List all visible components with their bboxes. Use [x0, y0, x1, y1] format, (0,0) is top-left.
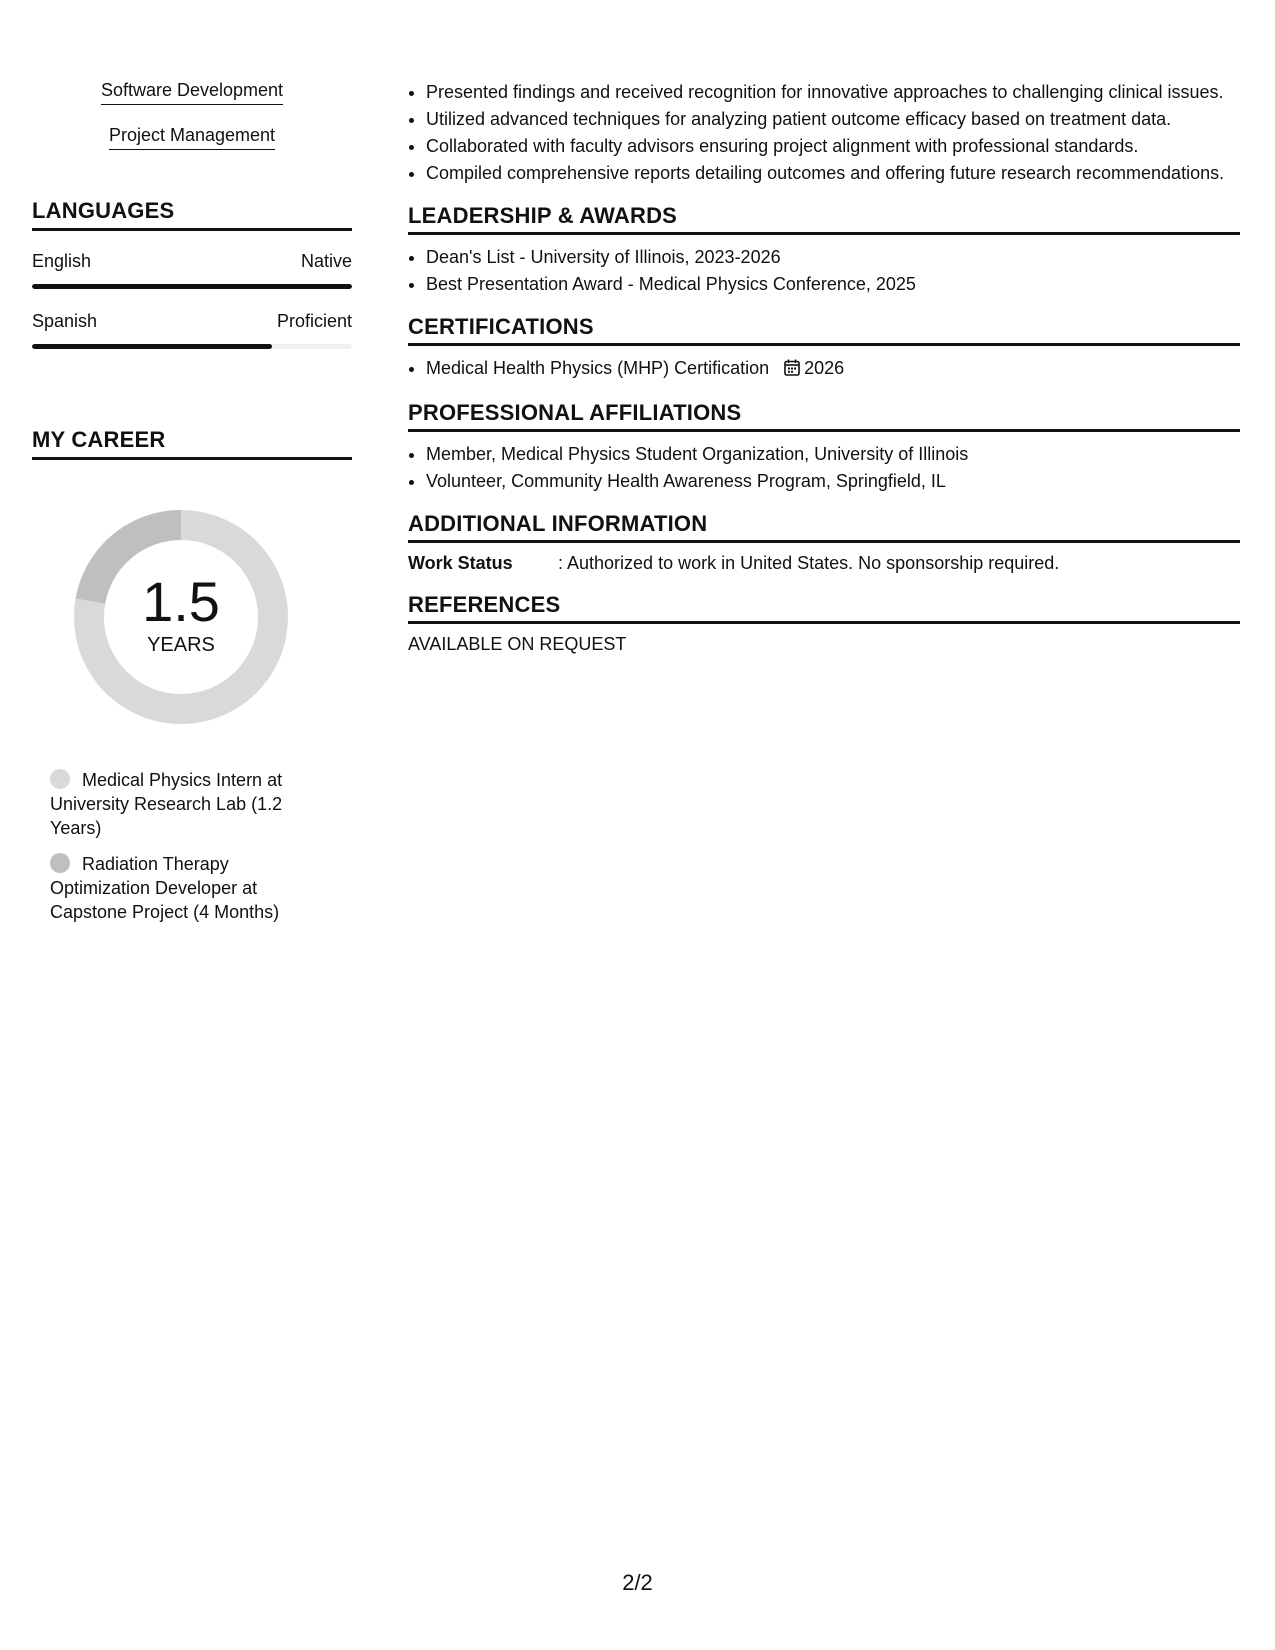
leadership-section: [408, 203, 1240, 296]
affiliation-item: • Volunteer, Community Health Awareness Program, Springfield, IL: [426, 469, 1240, 493]
language-bar-fill: [32, 344, 272, 349]
career-legend-item: [50, 768, 310, 840]
skill-project-management: Project Management: [109, 125, 275, 150]
references-text: AVAILABLE ON REQUEST: [408, 634, 627, 654]
certifications-section: [408, 314, 1240, 382]
experience-bullets: [408, 80, 1240, 185]
left-column: [32, 80, 352, 936]
skill-software-development: Software Development: [101, 80, 283, 105]
experience-bullet: • Presented findings and received recognition for innovative approaches to challenging clinical issues.: [426, 80, 1240, 104]
language-name: English: [32, 251, 92, 271]
language-level: Native: [300, 251, 352, 271]
experience-bullet: • Utilized advanced techniques for analyzing patient outcome efficacy based on treatment data.: [426, 107, 1240, 131]
language-bar-track: [32, 284, 352, 289]
certification-item: [426, 356, 1240, 382]
work-status-value: : Authorized to work in United States. No sponsorship required.: [558, 553, 1060, 573]
certification-name: Medical Health Physics (MHP) Certification: [426, 358, 770, 378]
language-item: [32, 311, 352, 349]
legend-dot: [50, 769, 70, 789]
career-total-unit: YEARS: [147, 634, 215, 656]
calendar-icon: [784, 358, 800, 382]
additional-info-heading: ADDITIONAL INFORMATION: [408, 511, 1240, 543]
career-heading: MY CAREER: [32, 427, 352, 460]
experience-bullet: • Compiled comprehensive reports detailing outcomes and offering future research recommendations.: [426, 161, 1240, 185]
language-level: Proficient: [276, 311, 352, 331]
certification-year: 2026: [804, 358, 845, 378]
work-status-label: Work Status: [408, 553, 513, 573]
language-bar-track: [32, 344, 352, 349]
additional-info-section: [408, 511, 1240, 574]
career-section: [32, 427, 352, 924]
certifications-heading: CERTIFICATIONS: [408, 314, 1240, 346]
languages-heading: LANGUAGES: [32, 198, 352, 231]
references-heading: REFERENCES: [408, 592, 1240, 624]
affiliation-item: • Member, Medical Physics Student Organization, University of Illinois: [426, 442, 1240, 466]
career-total-value: 1.5: [142, 570, 220, 633]
legend-dot: [50, 853, 70, 873]
languages-section: [32, 198, 352, 349]
language-bar-fill: [32, 284, 352, 289]
career-legend: [50, 768, 310, 924]
affiliations-section: [408, 400, 1240, 493]
leadership-heading: LEADERSHIP & AWARDS: [408, 203, 1240, 235]
career-legend-label: Medical Physics Intern at University Research Lab (1.2 Years): [50, 770, 283, 838]
affiliations-heading: PROFESSIONAL AFFILIATIONS: [408, 400, 1240, 432]
work-status-row: [408, 553, 1240, 574]
career-legend-item: [50, 852, 310, 924]
career-legend-label: Radiation Therapy Optimization Developer at Capstone Project (4 Months): [50, 854, 280, 922]
language-name: Spanish: [32, 311, 98, 331]
career-donut: [66, 502, 296, 732]
references-section: [408, 592, 1240, 655]
language-item: [32, 251, 352, 289]
skills-list: [32, 80, 352, 150]
leadership-item: • Dean's List - University of Illinois, 2023-2026: [426, 245, 1240, 269]
right-column: [408, 80, 1240, 673]
leadership-item: • Best Presentation Award - Medical Physics Conference, 2025: [426, 272, 1240, 296]
page-number: 2/2: [622, 1570, 653, 1595]
experience-bullet: • Collaborated with faculty advisors ensuring project alignment with professional standards.: [426, 134, 1240, 158]
